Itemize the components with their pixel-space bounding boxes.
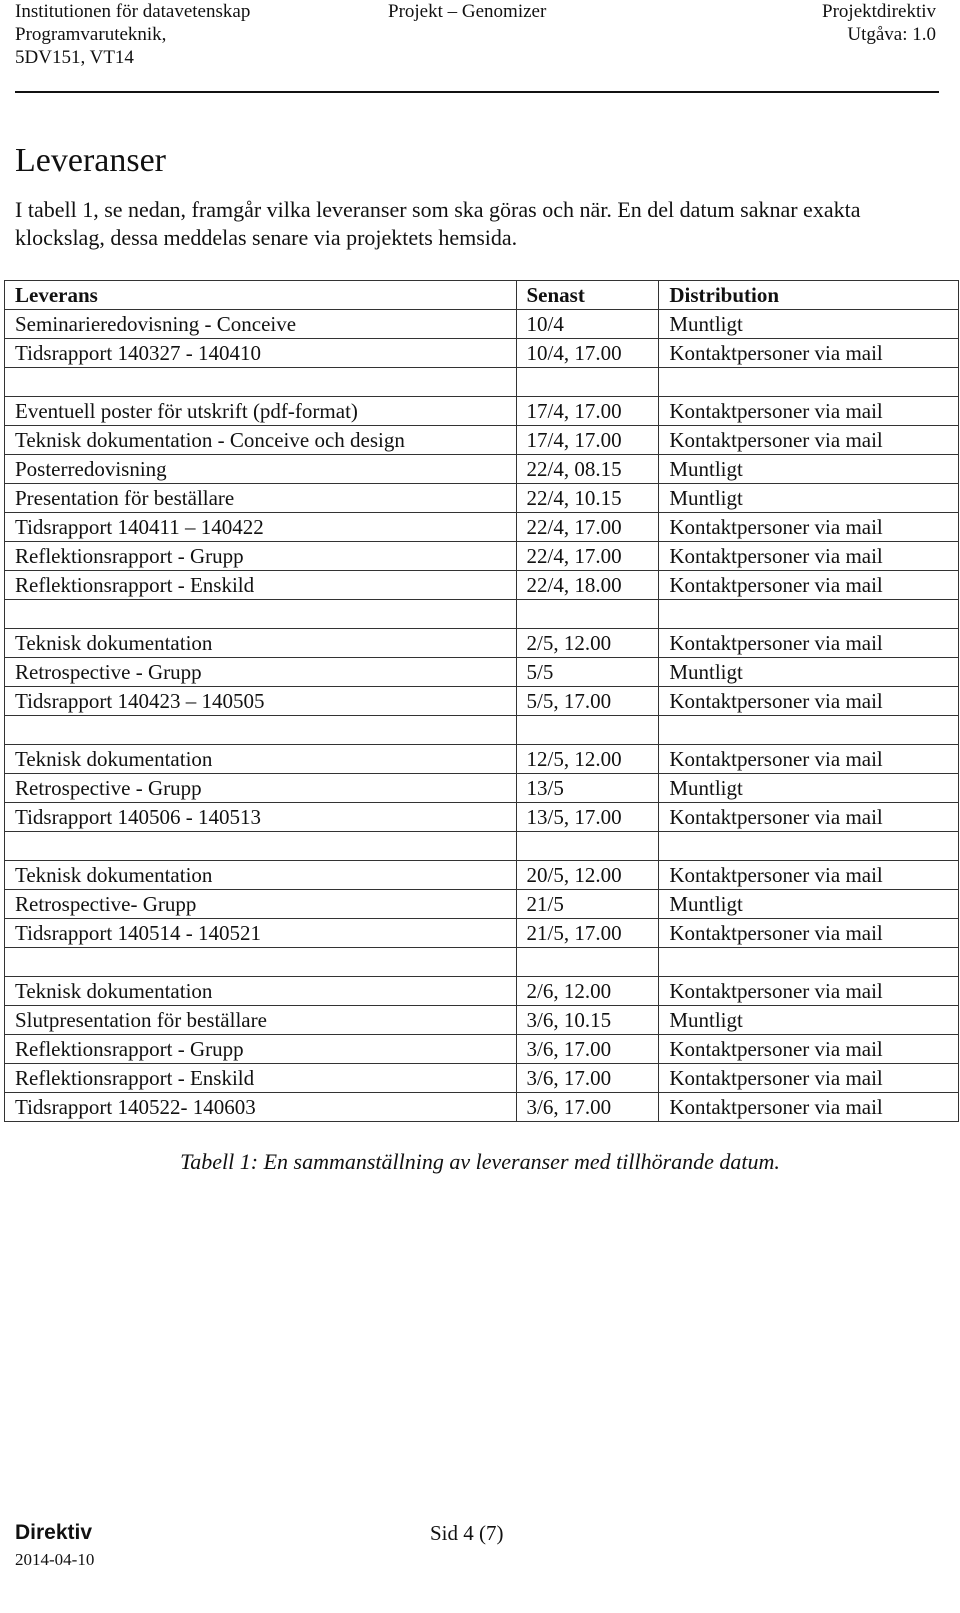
cell-distribution: Muntligt (659, 658, 959, 687)
cell-distribution: Muntligt (659, 484, 959, 513)
cell-distribution: Kontaktpersoner via mail (659, 571, 959, 600)
cell-distribution: Kontaktpersoner via mail (659, 803, 959, 832)
intro-paragraph: I tabell 1, se nedan, framgår vilka leveranser som ska göras och när. En del datum saknar exakta klockslag, dessa meddelas senare via projektets hemsida. (15, 197, 861, 250)
cell-distribution: Kontaktpersoner via mail (659, 687, 959, 716)
header-program: Programvaruteknik, (15, 24, 167, 45)
table-row (5, 542, 959, 571)
header-left (15, 0, 250, 69)
table-row (5, 687, 959, 716)
table-row (5, 716, 959, 745)
table-row (5, 600, 959, 629)
cell-leverans: Teknisk dokumentation (5, 629, 517, 658)
cell-leverans: Presentation för beställare (5, 484, 517, 513)
cell-distribution (659, 368, 959, 397)
cell-senast: 17/4, 17.00 (516, 397, 659, 426)
header-department: Institutionen för datavetenskap (15, 1, 251, 22)
cell-leverans: Posterredovisning (5, 455, 517, 484)
header-project: Projekt – Genomizer (388, 1, 547, 22)
cell-distribution: Muntligt (659, 455, 959, 484)
header-right (822, 0, 936, 46)
cell-leverans: Retrospective - Grupp (5, 658, 517, 687)
cell-senast (516, 948, 659, 977)
cell-senast (516, 832, 659, 861)
cell-leverans (5, 832, 517, 861)
cell-senast: 21/5, 17.00 (516, 919, 659, 948)
column-header-leverans: Leverans (5, 281, 517, 310)
table-row (5, 1035, 959, 1064)
cell-distribution: Kontaktpersoner via mail (659, 745, 959, 774)
cell-distribution (659, 832, 959, 861)
cell-distribution: Kontaktpersoner via mail (659, 919, 959, 948)
cell-senast: 17/4, 17.00 (516, 426, 659, 455)
table-header-row (5, 281, 959, 310)
table-row (5, 397, 959, 426)
table-row (5, 426, 959, 455)
cell-distribution: Kontaktpersoner via mail (659, 542, 959, 571)
header-version: Utgåva: 1.0 (847, 24, 936, 45)
cell-senast: 22/4, 10.15 (516, 484, 659, 513)
cell-leverans: Tidsrapport 140506 - 140513 (5, 803, 517, 832)
cell-leverans: Retrospective- Grupp (5, 890, 517, 919)
cell-leverans: Tidsrapport 140514 - 140521 (5, 919, 517, 948)
cell-distribution: Muntligt (659, 1006, 959, 1035)
cell-senast: 12/5, 12.00 (516, 745, 659, 774)
cell-distribution: Kontaktpersoner via mail (659, 1035, 959, 1064)
cell-distribution: Kontaktpersoner via mail (659, 397, 959, 426)
cell-leverans: Seminarieredovisning - Conceive (5, 310, 517, 339)
table-row (5, 803, 959, 832)
table-row (5, 1064, 959, 1093)
cell-distribution: Kontaktpersoner via mail (659, 513, 959, 542)
cell-senast: 10/4 (516, 310, 659, 339)
cell-senast: 3/6, 17.00 (516, 1064, 659, 1093)
table-row (5, 919, 959, 948)
cell-senast: 2/6, 12.00 (516, 977, 659, 1006)
cell-leverans: Teknisk dokumentation - Conceive och design (5, 426, 517, 455)
table-row (5, 861, 959, 890)
cell-leverans: Retrospective - Grupp (5, 774, 517, 803)
section-heading: Leveranser (15, 142, 167, 179)
cell-leverans (5, 716, 517, 745)
cell-senast: 20/5, 12.00 (516, 861, 659, 890)
table-caption: Tabell 1: En sammanställning av leveranser med tillhörande datum. (180, 1149, 780, 1174)
cell-leverans: Reflektionsrapport - Enskild (5, 1064, 517, 1093)
cell-distribution: Kontaktpersoner via mail (659, 1064, 959, 1093)
cell-senast: 3/6, 10.15 (516, 1006, 659, 1035)
cell-senast: 22/4, 18.00 (516, 571, 659, 600)
table-row (5, 571, 959, 600)
table-row (5, 832, 959, 861)
cell-leverans: Tidsrapport 140411 – 140422 (5, 513, 517, 542)
cell-leverans: Reflektionsrapport - Grupp (5, 1035, 517, 1064)
cell-senast (516, 600, 659, 629)
cell-leverans: Tidsrapport 140522- 140603 (5, 1093, 517, 1122)
header-doc-type: Projektdirektiv (822, 1, 936, 22)
cell-leverans: Eventuell poster för utskrift (pdf-format) (5, 397, 517, 426)
cell-senast: 22/4, 17.00 (516, 513, 659, 542)
table-body (5, 310, 959, 1122)
cell-distribution (659, 600, 959, 629)
cell-senast: 5/5 (516, 658, 659, 687)
table-row (5, 977, 959, 1006)
table-row (5, 1006, 959, 1035)
cell-senast: 13/5 (516, 774, 659, 803)
cell-distribution: Kontaktpersoner via mail (659, 861, 959, 890)
cell-leverans: Teknisk dokumentation (5, 977, 517, 1006)
cell-distribution: Kontaktpersoner via mail (659, 977, 959, 1006)
footer-date: 2014-04-10 (15, 1550, 95, 1569)
header-divider (15, 91, 939, 93)
table-row (5, 629, 959, 658)
cell-senast: 21/5 (516, 890, 659, 919)
footer-page-number: Sid 4 (7) (430, 1521, 504, 1545)
cell-senast (516, 368, 659, 397)
table-row (5, 948, 959, 977)
deliverables-table (4, 280, 959, 1122)
cell-distribution: Kontaktpersoner via mail (659, 426, 959, 455)
table-row (5, 774, 959, 803)
cell-leverans (5, 948, 517, 977)
table-row (5, 484, 959, 513)
cell-distribution: Kontaktpersoner via mail (659, 339, 959, 368)
column-header-distribution: Distribution (659, 281, 959, 310)
cell-senast: 13/5, 17.00 (516, 803, 659, 832)
table-row (5, 310, 959, 339)
cell-distribution: Muntligt (659, 310, 959, 339)
cell-distribution (659, 948, 959, 977)
cell-senast: 22/4, 17.00 (516, 542, 659, 571)
table-row (5, 745, 959, 774)
cell-senast: 3/6, 17.00 (516, 1093, 659, 1122)
cell-senast: 5/5, 17.00 (516, 687, 659, 716)
column-header-senast: Senast (516, 281, 659, 310)
header-course: 5DV151, VT14 (15, 47, 134, 68)
cell-leverans (5, 368, 517, 397)
cell-senast: 3/6, 17.00 (516, 1035, 659, 1064)
cell-senast: 2/5, 12.00 (516, 629, 659, 658)
cell-leverans: Teknisk dokumentation (5, 745, 517, 774)
cell-distribution: Kontaktpersoner via mail (659, 1093, 959, 1122)
cell-senast (516, 716, 659, 745)
cell-leverans: Teknisk dokumentation (5, 861, 517, 890)
cell-distribution: Muntligt (659, 890, 959, 919)
cell-leverans: Reflektionsrapport - Grupp (5, 542, 517, 571)
cell-leverans: Reflektionsrapport - Enskild (5, 571, 517, 600)
cell-leverans (5, 600, 517, 629)
table-row (5, 455, 959, 484)
cell-leverans: Tidsrapport 140423 – 140505 (5, 687, 517, 716)
cell-senast: 22/4, 08.15 (516, 455, 659, 484)
cell-leverans: Tidsrapport 140327 - 140410 (5, 339, 517, 368)
table-row (5, 890, 959, 919)
table-row (5, 658, 959, 687)
footer-doc-label: Direktiv (15, 1521, 93, 1544)
table-row (5, 513, 959, 542)
cell-leverans: Slutpresentation för beställare (5, 1006, 517, 1035)
table-row (5, 368, 959, 397)
table-row (5, 1093, 959, 1122)
cell-distribution: Muntligt (659, 774, 959, 803)
cell-senast: 10/4, 17.00 (516, 339, 659, 368)
table-row (5, 339, 959, 368)
cell-distribution: Kontaktpersoner via mail (659, 629, 959, 658)
cell-distribution (659, 716, 959, 745)
